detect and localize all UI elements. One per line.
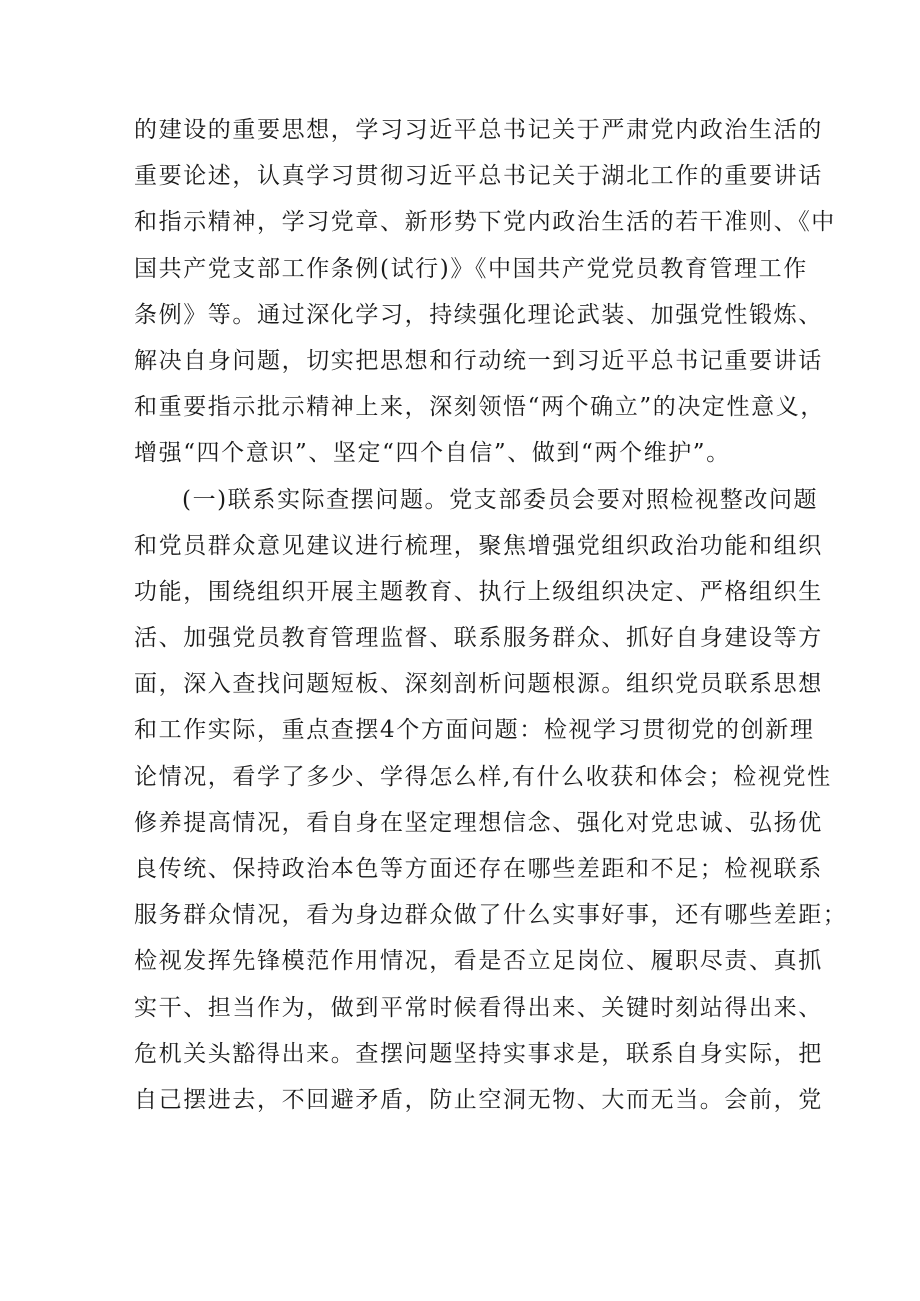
text-line: 条例》等。通过深化学习，持续强化理论武装、加强党性锻炼、 xyxy=(134,301,823,328)
text-line: 和重要指示批示精神上来，深刻领悟“两个确立”的决定性意义， xyxy=(134,394,825,421)
text-line: 修养提高情况，看自身在坚定理想信念、强化对党忠诚、弘扬优 xyxy=(134,809,823,836)
text-line: 国共产党支部工作条例(试行)》《中国共产党党员教育管理工作 xyxy=(134,255,808,282)
text-line: 和指示精神，学习党章、新形势下党内政治生活的若干准则、《中 xyxy=(134,209,836,236)
text-line: 论情况，看学了多少、学得怎么样,有什么收获和体会；检视党性 xyxy=(134,763,832,790)
text-line: 的建设的重要思想，学习习近平总书记关于严肃党内政治生活的 xyxy=(134,117,823,143)
text-line: 面，深入查找问题短板、深刻剖析问题根源。组织党员联系思想 xyxy=(134,671,823,698)
text-line: 良传统、保持政治本色等方面还存在哪些差距和不足；检视联系 xyxy=(134,856,823,882)
text-line: 危机关头豁得出来。查摆问题坚持实事求是，联系自身实际，把 xyxy=(134,1040,823,1067)
text-line: 实干、担当作为，做到平常时候看得出来、关键时刻站得出来、 xyxy=(134,994,823,1021)
paragraph-find-problems xyxy=(134,477,848,1124)
text-line: 自己摆进去，不回避矛盾，防止空洞无物、大而无当。会前，党 xyxy=(134,1086,823,1113)
text-line: 检视发挥先锋模范作用情况，看是否立足岗位、履职尽责、真抓 xyxy=(134,948,823,975)
text-line: 和党员群众意见建议进行梳理，聚焦增强党组织政治功能和组织 xyxy=(134,532,823,559)
text-line: 解决自身问题，切实把思想和行动统一到习近平总书记重要讲话 xyxy=(134,347,823,374)
text-line: 重要论述，认真学习贯彻习近平总书记关于湖北工作的重要讲话 xyxy=(134,163,823,190)
text-line: 和工作实际，重点查摆4个方面问题：检视学习贯彻党的创新理 xyxy=(134,717,815,744)
section-heading-line: (一)联系实际查摆问题。党支部委员会要对照检视整改问题 xyxy=(182,486,819,513)
paragraph-study xyxy=(134,107,836,477)
text-line: 功能，围绕组织开展主题教育、执行上级组织决定、严格组织生 xyxy=(134,578,823,605)
text-line: 活、加强党员教育管理监督、联系服务群众、抓好自身建设等方 xyxy=(134,625,823,652)
text-line: 服务群众情况，看为身边群众做了什么实事好事，还有哪些差距； xyxy=(134,902,848,929)
text-line: 增强“四个意识”、坚定“四个自信”、做到“两个维护”。 xyxy=(134,440,731,467)
body-text xyxy=(134,107,848,1123)
